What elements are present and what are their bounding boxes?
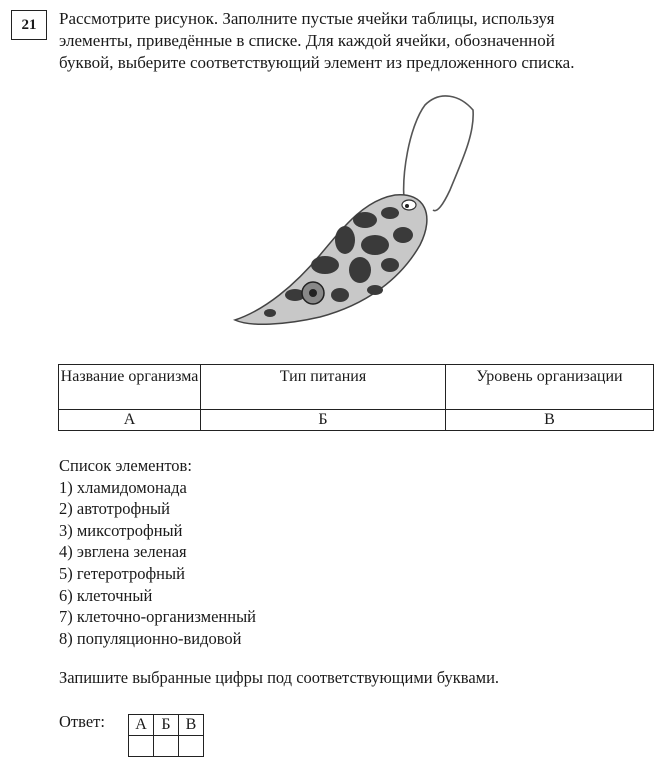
column-header: Уровень организации [446,365,654,410]
instruction-text: Запишите выбранные цифры под соответствующими буквами. [59,668,500,687]
euglena-illustration [225,95,475,335]
table-cell: А [59,410,201,431]
question-intro [59,8,655,74]
list-item: 2) автотрофный [59,499,170,519]
list-title: Список элементов: [59,456,192,475]
intro-line: буквой, выберите соответствующий элемент из предложенного списка. [59,53,575,72]
question-number: 21 [11,10,47,40]
list-item: 7) клеточно-организменный [59,607,257,627]
answer-input-cell[interactable] [129,736,154,757]
eyespot [402,200,416,210]
answer-label: Ответ: [59,712,105,731]
table-cell: Б [201,410,446,431]
answer-input-cell[interactable] [179,736,204,757]
list-item: 6) клеточный [59,585,153,605]
answer-letter: В [179,715,204,736]
answer-letter: Б [154,715,179,736]
answer-grid [128,714,204,757]
list-item: 3) миксотрофный [59,520,183,540]
flagellum [404,96,473,211]
list-item: 1) хламидомонада [59,477,187,497]
list-item: 8) популяционно-видовой [59,628,242,648]
answer-input-cell[interactable] [154,736,179,757]
list-item: 5) гетеротрофный [59,563,185,583]
answer-table [58,364,654,431]
column-header: Название организма [59,365,201,410]
intro-line: элементы, приведённые в списке. Для каждой ячейки, обозначенной [59,31,555,50]
list-item: 4) эвглена зеленая [59,542,187,562]
table-cell: В [446,410,654,431]
elements-list [59,455,256,649]
column-header: Тип питания [201,365,446,410]
answer-letter: А [129,715,154,736]
intro-line: Рассмотрите рисунок. Заполните пустые ячейки таблицы, используя [59,9,555,28]
